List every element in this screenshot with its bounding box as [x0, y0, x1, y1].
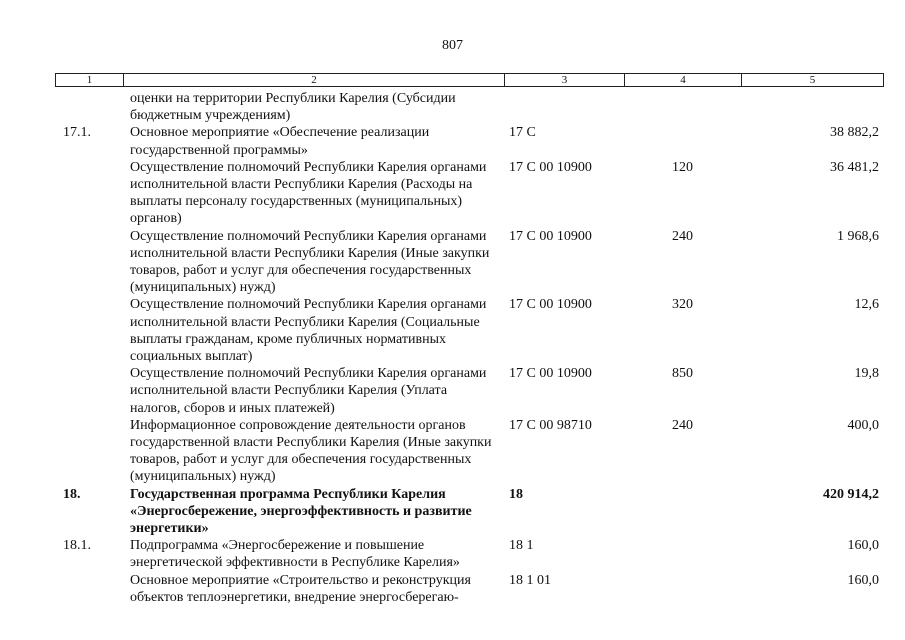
- row-amount: 36 481,2: [830, 159, 879, 175]
- row-expense-type: 240: [672, 417, 693, 433]
- row-description: Государственная программа Республики Карелия «Энергосбережение, энергоэффективность и развитие энергетики»: [130, 486, 472, 537]
- budget-table: [55, 90, 883, 606]
- row-number: 18.1.: [63, 538, 91, 554]
- row-expense-type: 240: [672, 228, 693, 244]
- row-expense-type: 120: [672, 159, 693, 175]
- page-number: 807: [442, 38, 463, 53]
- header-col-5: 5: [742, 74, 884, 87]
- row-amount: 12,6: [854, 297, 879, 313]
- table-row: [55, 159, 883, 228]
- row-number: [55, 572, 123, 606]
- row-number: 17.1.: [63, 125, 91, 141]
- row-amount: 1 968,6: [837, 228, 879, 244]
- row-description: Осуществление полномочий Республики Карелия органами исполнительной власти Республики Карелия (Расходы на выплаты персоналу государственных (муниципальных) органов): [130, 159, 487, 227]
- header-col-4: 4: [625, 74, 742, 87]
- row-amount: [741, 90, 883, 124]
- row-number: [55, 417, 123, 486]
- row-amount: 19,8: [854, 366, 879, 382]
- row-number: [55, 159, 123, 228]
- row-expense-type: [624, 486, 741, 538]
- row-target-code: 18 1: [509, 538, 534, 554]
- table-row: [55, 417, 883, 486]
- table-row: [55, 228, 883, 297]
- table-row: [55, 365, 883, 417]
- row-expense-type: 850: [672, 366, 693, 382]
- row-description: Подпрограмма «Энергосбережение и повышение энергетической эффективности в Республике Карелия»: [130, 538, 460, 571]
- row-target-code: 17 С 00 10900: [509, 297, 592, 313]
- header-row: [56, 74, 884, 87]
- row-number: [55, 296, 123, 365]
- row-amount: 160,0: [847, 538, 879, 554]
- row-target-code: 17 С 00 10900: [509, 159, 592, 175]
- row-amount: 420 914,2: [823, 486, 879, 502]
- header-col-1: 1: [56, 74, 124, 87]
- row-target-code: 17 С 00 98710: [509, 417, 592, 433]
- column-number-header: [55, 73, 884, 87]
- table-row: [55, 124, 883, 158]
- row-description: Осуществление полномочий Республики Карелия органами исполнительной власти Республики Карелия (Социальные выплаты гражданам, кроме публичных нормативных социальных выплат): [130, 297, 487, 365]
- budget-table-body: [55, 90, 883, 606]
- row-expense-type: [624, 537, 741, 571]
- row-amount: 160,0: [847, 572, 879, 588]
- table-row: [55, 90, 883, 124]
- row-description: Информационное сопровождение деятельности органов государственной власти Республики Карелия (Иные закупки товаров, работ и услуг для обеспечения государственных (муниципальных) нужд): [130, 417, 492, 485]
- row-expense-type: [624, 124, 741, 158]
- row-number: [55, 365, 123, 417]
- row-amount: 400,0: [847, 417, 879, 433]
- row-description: Основное мероприятие «Обеспечение реализации государственной программы»: [130, 125, 430, 158]
- row-target-code: 18 1 01: [509, 572, 551, 588]
- row-number: 18.: [63, 486, 81, 502]
- header-col-2: 2: [124, 74, 505, 87]
- row-target-code: 17 С 00 10900: [509, 366, 592, 382]
- row-target-code: [504, 90, 624, 124]
- row-number: [55, 90, 123, 124]
- row-description: Осуществление полномочий Республики Карелия органами исполнительной власти Республики Карелия (Уплата налогов, сборов и иных платежей): [130, 366, 487, 416]
- table-row: [55, 572, 883, 606]
- row-expense-type: 320: [672, 297, 693, 313]
- row-expense-type: [624, 90, 741, 124]
- header-col-3: 3: [505, 74, 625, 87]
- row-amount: 38 882,2: [830, 125, 879, 141]
- table-row: [55, 296, 883, 365]
- row-target-code: 18: [509, 486, 523, 502]
- row-number: [55, 228, 123, 297]
- row-target-code: 17 С 00 10900: [509, 228, 592, 244]
- row-description: Осуществление полномочий Республики Карелия органами исполнительной власти Республики Карелия (Иные закупки товаров, работ и услуг для обеспечения государственных (муниципальных) нужд): [130, 228, 490, 296]
- row-description: Основное мероприятие «Строительство и реконструкция объектов теплоэнергетики, внедрение энергосберегаю-: [130, 572, 471, 605]
- table-row: [55, 537, 883, 571]
- row-target-code: 17 С: [509, 125, 536, 141]
- row-expense-type: [624, 572, 741, 606]
- table-row: [55, 486, 883, 538]
- row-description: оценки на территории Республики Карелия (Субсидии бюджетным учреждениям): [130, 91, 456, 124]
